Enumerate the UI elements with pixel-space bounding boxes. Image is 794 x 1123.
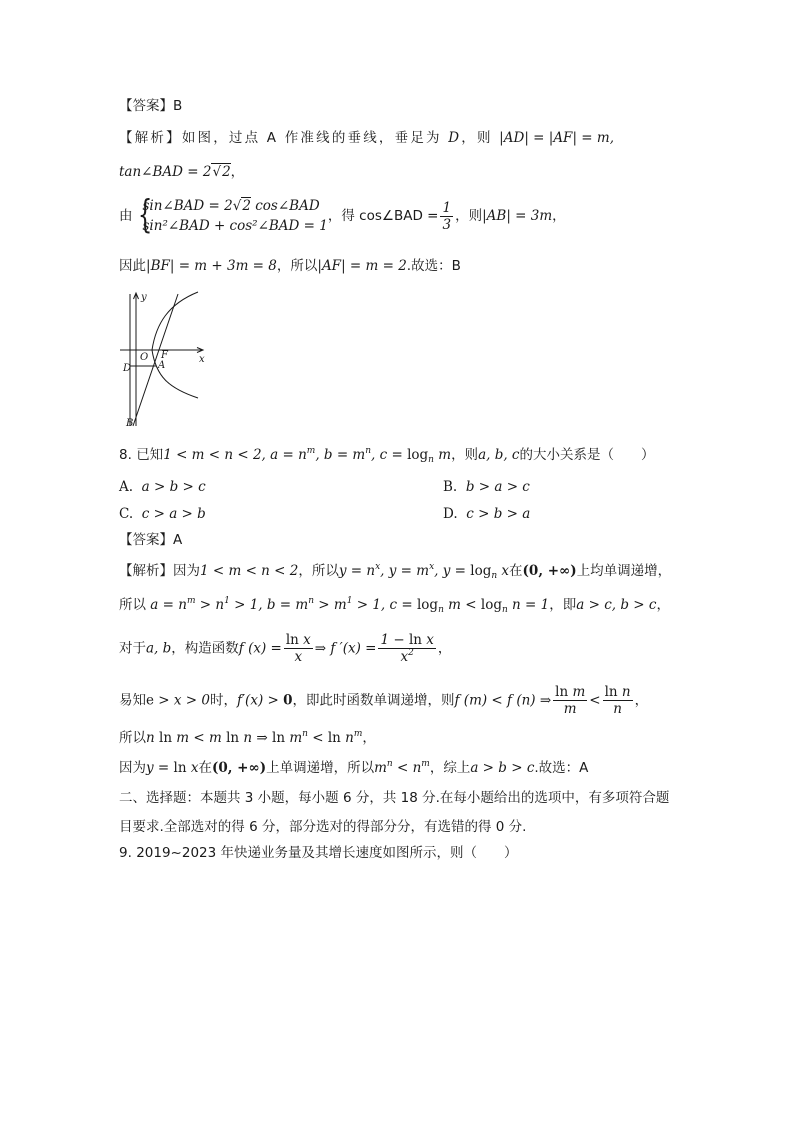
analysis-text: 在: [198, 760, 212, 776]
option-text: c > a > b: [141, 506, 206, 522]
system-row1-tail: cos∠BAD: [255, 198, 320, 214]
option-label: B.: [443, 479, 458, 495]
math-system: { sin∠BAD = 2√2 cos∠BAD sin²∠BAD + cos²∠BAD = 1: [137, 192, 328, 236]
system-row2: sin²∠BAD + cos²∠BAD = 1: [142, 218, 328, 234]
analysis-text: 在: [509, 563, 523, 579]
analysis-text: 上均单调递增，: [576, 563, 672, 579]
answer-value: B: [173, 98, 183, 114]
option-text: a > b > c: [141, 479, 206, 495]
math-ad: AD: [503, 130, 525, 146]
q8-analysis-line1: 【解析】因为1 < m < n < 2，所以$y = n^x$, $y = m^x$, $y = \log_n x$在(0, +∞)上均单调递增，: [119, 562, 672, 581]
q7-conclusion: 因此|BF| = m + 3m = 8，所以|AF| = m = 2.故选：B: [119, 258, 461, 274]
option-c[interactable]: [119, 504, 206, 524]
option-d[interactable]: [443, 504, 530, 524]
q8-stem: 8. 已知1 < m < n < 2, $a = n^m$, $b = m^n$, $c = \log_n m$，则a, b, c的大小关系是（ ）: [119, 446, 655, 465]
analysis-text: 因此: [119, 258, 146, 274]
analysis-text: 因为: [173, 563, 200, 579]
analysis-text: 对于: [119, 640, 146, 657]
option-label: C.: [119, 506, 134, 522]
analysis-text: 由: [119, 208, 133, 224]
label-a: A: [158, 360, 166, 371]
math-bf-eq: = m + 3m = 8: [178, 258, 277, 274]
analysis-text: .故选：B: [406, 258, 461, 274]
analysis-text: ，即此时函数单调递增，则: [292, 692, 455, 709]
parabola-figure: [118, 288, 210, 428]
math-af-eq: = m = 2: [349, 258, 407, 274]
label-o: O: [140, 352, 149, 363]
option-text: c > b > a: [466, 506, 531, 522]
analysis-text: 所以: [119, 730, 146, 746]
math-abs-ad-af: |AD| = |AF| = m,: [499, 130, 614, 146]
math-eq-m: = m: [581, 130, 610, 146]
analysis-text: ，构造函数: [171, 640, 239, 657]
analysis-text: 如图，过点 A 作准线的垂线，垂足为: [181, 130, 442, 146]
math-frac-1-3: [440, 200, 453, 233]
math-sqrt2: 2: [222, 164, 231, 180]
math-tan: tan∠BAD = 2: [119, 164, 212, 180]
q7-system-line: 由 { sin∠BAD = 2√2 cos∠BAD sin²∠BAD + cos²∠BAD = 1 ，得 cos∠BAD = $\frac{1}{3}$ ，则|AB| = 3m，: [119, 192, 566, 236]
analysis-text: ，得 cos∠BAD =: [327, 208, 439, 224]
analysis-text: 时，: [210, 692, 237, 709]
math-af-2: AF: [321, 258, 342, 274]
q8-answer: [119, 530, 684, 550]
frac-den: 3: [442, 216, 452, 233]
q9-stem: [119, 843, 684, 863]
analysis-label: 【解析】: [119, 563, 173, 579]
analysis-label: 【解析】: [119, 130, 182, 146]
q8-analysis-line5: 所以n ln m < m ln n ⇒ $\ln m^n < \ln n^m$，: [119, 729, 376, 746]
parabola: [152, 292, 198, 398]
option-label: A.: [119, 479, 134, 495]
q7-tan-line: tan∠BAD = 2√2，: [119, 164, 245, 180]
math-ab-label: AB: [486, 208, 507, 224]
option-a[interactable]: [119, 477, 206, 497]
analysis-text: ，综上: [429, 760, 471, 776]
analysis-text: ，则: [455, 208, 483, 224]
q8-analysis-line4: 易知e > x > 0时，f′(x) > 0，即此时函数单调递增，则f (m) < f (n) ⇒ $\frac{\text{ln m}}{m}$ < $\frac{\text{ln n}}{n}$ ，: [119, 684, 649, 717]
analysis-text: 易知: [119, 692, 146, 709]
label-b: B: [126, 418, 134, 428]
section2-line1: 二、选择题：本题共 3 小题，每小题 6 分，共 18 分.在每小题给出的选项中，有多项符合题: [119, 790, 670, 806]
label-d: D: [123, 363, 132, 374]
math-bf: BF: [150, 258, 170, 274]
q8-analysis-line6: 因为y = ln x在(0, +∞)上单调递增，所以$m^n < n^m$，综上a > b > c.故选：A: [119, 759, 589, 776]
label-f: F: [161, 350, 168, 361]
q8-analysis-line2: 所以 $a = n^m > n^1 > 1$, $b = m^n > m^1 > 1$, $c = \log_n m < \log_n n = 1$，即a > c, b > c，: [119, 596, 670, 615]
answer-value: A: [173, 532, 183, 548]
stem-text: 的大小关系是（ ）: [519, 447, 655, 463]
analysis-text: ，则: [461, 130, 493, 146]
math-af: AF: [553, 130, 573, 146]
stem-math: 1 < m < n < 2, $a = n^m$, $b = m^n$, $c = \log_n m$: [163, 446, 452, 465]
section2-line2: 目要求.全部选对的得 6 分，部分选对的得部分分，有选错的得 0 分.: [119, 819, 527, 835]
q7-analysis-line1: [119, 128, 684, 148]
analysis-text: ，所以: [298, 563, 339, 579]
question-number: 8.: [119, 447, 132, 463]
analysis-text: .故选：A: [534, 760, 589, 776]
analysis-text: 所以: [119, 597, 146, 613]
option-label: D.: [443, 506, 458, 522]
stem-text: 已知: [136, 447, 164, 463]
system-row1: sin∠BAD = 2: [142, 198, 233, 214]
math-point-d: D: [448, 130, 462, 146]
label-y: y: [141, 292, 147, 303]
frac-num: 1: [442, 199, 452, 216]
math-ab-eq: = 3m: [515, 208, 553, 224]
option-text: b > a > c: [465, 479, 530, 495]
option-b[interactable]: [443, 477, 530, 497]
analysis-text: 因为: [119, 760, 146, 776]
q8-analysis-line3: 对于a, b，构造函数f (x) = $\frac{\text{ln x}}{x}$ ⇒ f ′(x) = $\frac{\text{1 − ln x}}{x^2}$ ，: [119, 632, 452, 665]
stem-text: 2019~2023 年快递业务量及其增长速度如图所示，则（ ）: [136, 845, 518, 861]
stem-math-a: 1 < m < n < 2, a = n: [163, 447, 307, 463]
q7-answer: [119, 96, 684, 116]
label-x: x: [199, 354, 205, 365]
question-number: 9.: [119, 845, 132, 861]
analysis-text: ，即: [549, 597, 577, 613]
answer-label: 【答案】: [119, 532, 173, 548]
math-ab: |AB| = 3m: [482, 208, 553, 224]
analysis-text: 上单调递增，所以: [266, 760, 375, 776]
analysis-text: ，所以: [276, 258, 318, 274]
answer-label: 【答案】: [119, 98, 173, 114]
